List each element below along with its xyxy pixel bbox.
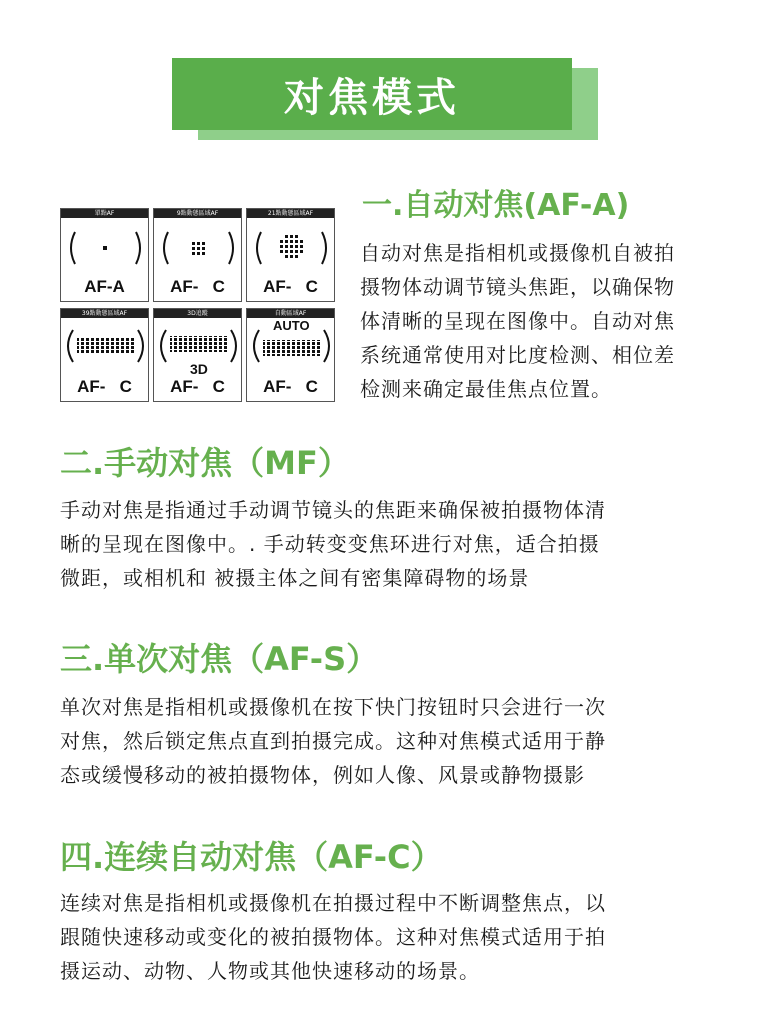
text-line: 摄运动、动物、人物或其他快速移动的场景。	[60, 959, 480, 983]
text-line: 自动对焦是指相机或摄像机自被拍	[360, 241, 675, 265]
af-panel-header: 39點動態區域AF	[61, 309, 148, 318]
af-panel-header: 3D追蹤	[154, 309, 241, 318]
af-panel-3d-tracking	[153, 308, 242, 402]
af-panel-header: 自動區域AF	[247, 309, 334, 318]
af-panel-auto-area	[246, 308, 335, 402]
af-panel-header: 21點動態區域AF	[247, 209, 334, 218]
text-line: 体清晰的呈现在图像中。自动对焦	[360, 309, 675, 333]
af-mode-label: AF- C	[263, 377, 318, 396]
af-3d-label: 3D	[190, 361, 208, 377]
af-panel-39-point	[60, 308, 149, 402]
text-line: 态或缓慢移动的被拍摄物体，例如人像、风景或静物摄影	[60, 763, 585, 787]
section-heading-af-c: 四.连续自动对焦（AF-C）	[60, 838, 443, 876]
text-line: 单次对焦是指相机或摄像机在按下快门按钮时只会进行一次	[60, 695, 606, 719]
text-line: 对焦，然后锁定焦点直到拍摄完成。这种对焦模式适用于静	[60, 729, 606, 753]
af-mode-label: AF- C	[77, 377, 132, 396]
section-body-af-c	[60, 886, 606, 988]
viewfinder-39-point-icon	[61, 318, 150, 378]
af-panel-header: 9點動態區域AF	[154, 209, 241, 218]
af-mode-label: AF- C	[170, 277, 225, 296]
page-title: 对焦模式	[172, 58, 572, 130]
af-auto-label: AUTO	[273, 318, 310, 333]
section-body-af-s	[60, 690, 606, 792]
af-panel-header: 單點AF	[61, 209, 148, 218]
af-panel-9-point	[153, 208, 242, 302]
af-mode-label: AF- C	[170, 377, 225, 396]
section-heading-af-a: 一.自动对焦(AF-A)	[362, 188, 630, 223]
section-heading-af-s: 三.单次对焦（AF-S）	[60, 640, 379, 678]
text-line: 系统通常使用对比度检测、相位差	[360, 343, 675, 367]
text-line: 连续对焦是指相机或摄像机在拍摄过程中不断调整焦点，以	[60, 891, 606, 915]
text-line: 检测来确定最佳焦点位置。	[360, 377, 612, 401]
af-mode-label: AF-A	[84, 277, 125, 296]
text-line: 跟随快速移动或变化的被拍摄物体。这种对焦模式适用于拍	[60, 925, 606, 949]
section-body-mf	[60, 493, 606, 595]
section-heading-mf: 二.手动对焦（MF）	[60, 444, 350, 482]
text-line: 晰的呈现在图像中。. 手动转变变焦环进行对焦，适合拍摄	[60, 532, 600, 556]
viewfinder-single-point-icon	[61, 218, 150, 278]
text-line: 微距，或相机和 被摄主体之间有密集障碍物的场景	[60, 566, 530, 590]
af-panel-21-point	[246, 208, 335, 302]
viewfinder-9-point-icon	[154, 218, 243, 278]
text-line: 摄物体动调节镜头焦距，以确保物	[360, 275, 675, 299]
text-line: 手动对焦是指通过手动调节镜头的焦距来确保被拍摄物体清	[60, 498, 606, 522]
section-body-af-a	[360, 236, 675, 406]
af-panel-single-point	[60, 208, 149, 302]
viewfinder-21-point-icon	[247, 218, 336, 278]
af-area-diagram	[60, 208, 336, 402]
af-mode-label: AF- C	[263, 277, 318, 296]
